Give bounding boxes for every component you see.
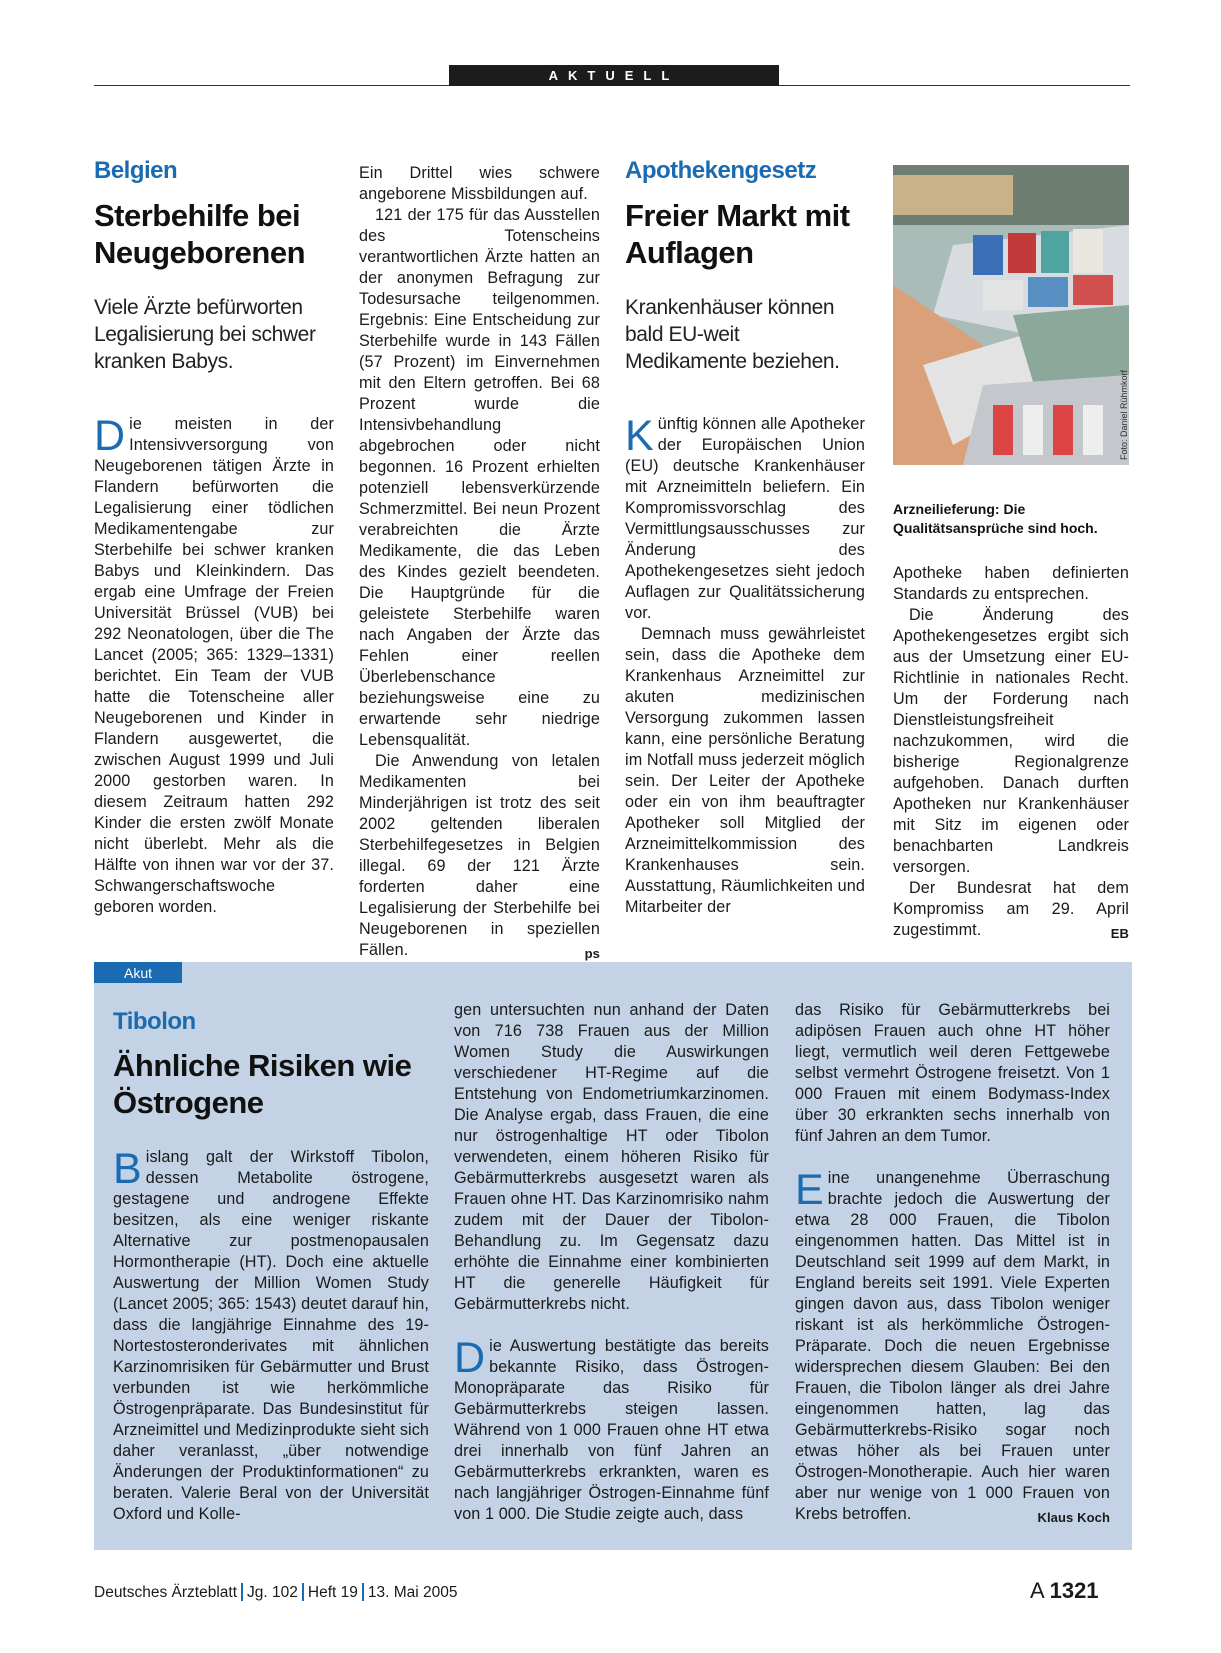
box-dropcap-3: E [795, 1166, 824, 1214]
page-number-value: 1321 [1049, 1578, 1099, 1603]
pharmacy-photo [893, 165, 1129, 465]
box-paragraph: das Risiko für Gebärmutterkrebs bei adipösen Frauen auch ohne HT höher liegt, vermutlich weil deren Fettgewebe selbst vermehrt Östrogene freisetzt. Von 1 000 Frauen mit einem Bodymass-Index über 30 erkrankten sechs innerhalb von fünf Jahren an dem Tumor. [795, 1001, 1110, 1145]
box-headline: Ähnliche Risiken wie Östrogene [113, 1048, 412, 1120]
footer-separator [302, 1583, 304, 1601]
photo-caption: Arzneilieferung: Die Qualitätsansprüche sind hoch. [893, 501, 1098, 536]
page-number [1030, 1578, 1099, 1604]
article2-paragraph: Demnach muss gewährleistet sein, dass die Apotheke dem Krankenhaus Arzneimittel zur akuten medizinischen Versorgung zukommen lassen kann, eine persönliche Beratung im Notfall muss jederzeit möglich sein. Der Leiter der Apotheke oder ein von ihm beauftragter Apotheker soll Mitglied der Arzneimittelkommission des Krankenhauses sein. Ausstattung, Räumlichkeiten und Mitarbeiter der [625, 625, 865, 916]
article2-column2 [893, 563, 1129, 944]
box-text: ine unangenehme Überraschung brachte jedoch die Auswertung der etwa 28 000 Frauen, die Tibolon eingenommen hatten. Das Mittel ist in Deutschland seit 1999 auf dem Markt, in England bereits seit 1991. Viele Experten gingen davon aus, dass Tibolon weniger riskant ist als herkömmliche Östrogen-Präparate. Doch die neuen Ergebnisse widersprechen diesem Glauben: Bei den Frauen, die Tibolon länger als drei Jahre eingenommen hatten, lag das Gebärmutterkrebs-Risiko sogar noch etwas höher als bei Frauen unter Östrogen-Monotherapie. Auch hier waren aber nur wenige von 1 000 Frauen von Krebs betroffen. [795, 1169, 1110, 1523]
footer-citation [94, 1583, 457, 1602]
footer-date: 13. Mai 2005 [367, 1584, 458, 1601]
box-signature: Klaus Koch [1037, 1510, 1110, 1525]
article2-paragraph: Die Änderung des Apothekengesetzes ergibt sich aus der Umsetzung einer EU-Richtlinie in nationales Recht. Um der Forderung nach Dienstleistungsfreiheit nachzukommen, wird die bisherige Regionalgrenze aufgehoben. Danach durften Apotheken nur Krankenhäuser mit Sitz im eigenen oder benachbarten Landkreis versorgen. [893, 606, 1129, 876]
page-prefix: A [1030, 1578, 1044, 1603]
article2-kicker: Apothekengesetz [625, 157, 817, 184]
article2-dropcap: K [625, 412, 654, 460]
article1-kicker: Belgien [94, 157, 178, 184]
box-text: ie Auswertung bestätigte das bereits bekannte Risiko, dass Östrogen-Monopräparate das Risiko für Gebärmutterkrebs steigen lassen. Während von 1 000 Frauen ohne HT etwa drei innerhalb von fünf Jahren an Gebärmutterkrebs erkrankten, waren es nach langjähriger Östrogen-Einnahme fünf von 1 000. Die Studie zeigte auch, dass [454, 1337, 769, 1523]
article1-paragraph: Ein Drittel wies schwere angeborene Missbildungen auf. [359, 164, 600, 203]
article1-headline: Sterbehilfe bei Neugeborenen [94, 198, 306, 270]
box-dropcap-2: D [454, 1334, 486, 1382]
article2-text: ünftig können alle Apotheker der Europäischen Union (EU) deutsche Krankenhäuser mit Arzneimitteln beliefern. Ein Kompromissvorschlag des Vermittlungsausschusses zur Änderung des Apothekengesetzes sieht jedoch Auflagen zur Qualitätssicherung vor. [625, 415, 865, 622]
akut-tab: Akut [94, 962, 182, 983]
box-column2 [454, 1000, 769, 1525]
footer-separator [362, 1583, 364, 1601]
box-text: islang galt der Wirkstoff Tibolon, dessen Metabolite östrogene, gestagene und androgene Effekte besitzen, als eine weniger riskante Alternative zur postmenopausalen Hormontherapie (HT). Doch eine aktuelle Auswertung der Million Women Study (Lancet 2005; 365: 1543) deutet darauf hin, dass die langjährige Einnahme des 19-Nortestosteronderivates mit ähnlichen Karzinomrisiken für Gebärmutter und Brust verbunden ist wie herkömmliche Östrogenpräparate. Das Bundesinstitut für Arzneimittel und Medizinprodukte sieht sich daher veranlasst, „über notwendige Änderungen der Produktinformationen“ zu beraten. Valerie Beral von der Universität Oxford und Kolle- [113, 1148, 429, 1523]
article1-paragraph: 121 der 175 für das Ausstellen des Totenscheins verantwortlichen Ärzte hatten an der anonymen Befragung zur Todesursache teilgenommen. Ergebnis: Eine Entscheidung zur Sterbehilfe wurde in 143 Fällen (57 Prozent) im Einvernehmen mit den Eltern getroffen. Bei 68 Prozent wurde die Intensivbehandlung abgebrochen oder nicht begonnen. 16 Prozent erhielten potenziell lebensverkürzende Schmerzmittel. Bei neun Prozent verabreichten die Ärzte Medikamente, die das Leben des Kindes gezielt beendeten. Die Hauptgründe für die geleistete Sterbehilfe waren nach Angaben der Ärzte das Fehlen einer reellen Überlebenschance beziehungsweise eine zu erwartende sehr niedrige Lebensqualität. [359, 206, 600, 749]
box-kicker: Tibolon [113, 1008, 196, 1035]
box-paragraph: gen untersuchten nun anhand der Daten von 716 738 Frauen aus der Million Women Study die Auswirkungen verschiedener HT-Regime auf die Entstehung von Endometriumkarzinomen. Die Analyse ergab, dass Frauen, die eine nur östrogenhaltige HT oder Tibolon verwendeten, einem höheren Risiko für Gebärmutterkrebs ausgesetzt waren als Frauen ohne HT. Das Karzinomrisiko nahm zudem mit der Dauer der Tibolon-Behandlung zu. Im Gegensatz dazu erhöhte die Einnahme einer kombinierten HT die generelle Häufigkeit für Gebärmutterkrebs nicht. [454, 1001, 769, 1313]
box-column1 [113, 1147, 429, 1525]
box-dropcap-1: B [113, 1145, 142, 1193]
article1-column2 [359, 163, 600, 964]
article1-signature: ps [584, 946, 600, 961]
article2-headline: Freier Markt mit Auflagen [625, 198, 850, 270]
article1-column1 [94, 414, 334, 918]
article2-paragraph: Apotheke haben definierten Standards zu entsprechen. [893, 564, 1129, 603]
article2-signature: EB [1110, 926, 1129, 941]
article2-paragraph: Der Bundesrat hat dem Kompromiss am 29. April zugestimmt. [893, 879, 1129, 939]
footer-issue: Heft 19 [307, 1584, 358, 1601]
footer-journal: Deutsches Ärzteblatt [94, 1584, 238, 1601]
article1-paragraph: Die Anwendung von letalen Medikamenten bei Minderjährigen ist trotz des seit 2002 geltenden liberalen Sterbehilfegesetzes in Belgien illegal. 69 der 121 Ärzte forderten daher eine Legalisierung der Sterbehilfe bei Neugeborenen in speziellen Fällen. [359, 752, 600, 959]
article1-text: ie meisten in der Intensivversorgung von Neugeborenen tätigen Ärzte in Flandern befürworten die Legalisierung einer tödlichen Medikamentengabe zur Sterbehilfe bei schwer kranken Babys und Kleinkindern. Das ergab eine Umfrage der Freien Universität Brüssel (VUB) bei 292 Neonatologen, über die The Lancet (2005; 365: 1329–1331) berichtet. Ein Team der VUB hatte die Totenscheine aller Neugeborenen und Kinder in Flandern ausgewertet, die zwischen August 1999 und Juli 2000 gestorben waren. In diesem Zeitraum hatten 292 Kinder die ersten zwölf Monate nicht überlebt. Mehr als die Hälfte von ihnen war vor der 37. Schwangerschaftswoche geboren worden. [94, 415, 334, 916]
article2-subhead: Krankenhäuser können bald EU-weit Medikamente beziehen. [625, 296, 840, 373]
box-column3 [795, 1000, 1110, 1528]
article2-column1 [625, 414, 865, 918]
photo-credit: Foto: Daniel Rühmkorf [1119, 369, 1129, 460]
article1-dropcap: D [94, 412, 126, 460]
footer-separator [241, 1583, 243, 1601]
section-label: AKTUELL [449, 65, 779, 86]
article1-subhead: Viele Ärzte befürworten Legalisierung bei schwer kranken Babys. [94, 296, 316, 373]
footer-volume: Jg. 102 [247, 1584, 298, 1601]
